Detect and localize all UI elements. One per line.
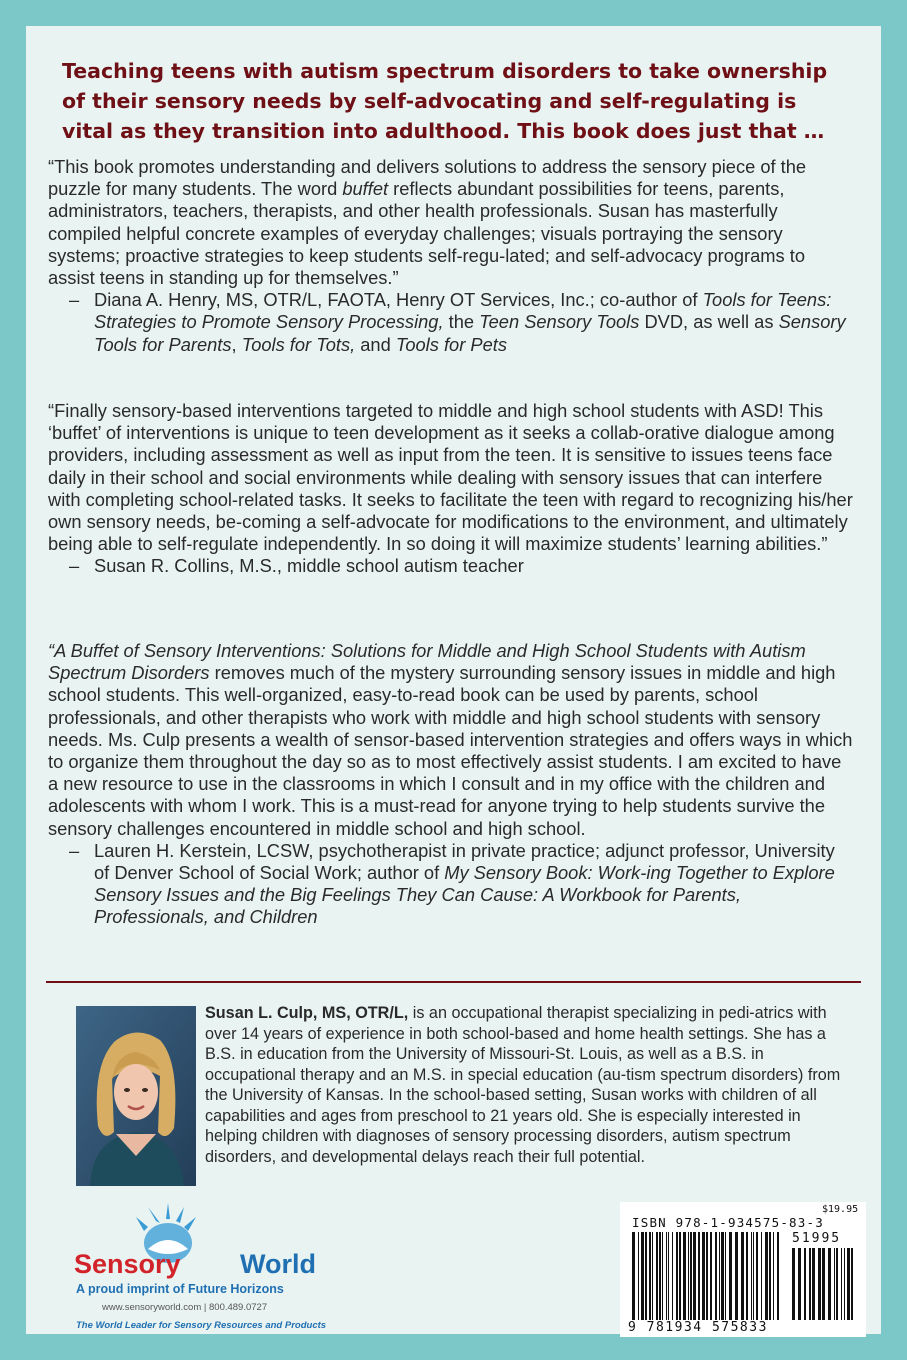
barcode-bar (756, 1232, 758, 1320)
author-name: Susan L. Culp, MS, OTR/L, (205, 1004, 409, 1022)
barcode-bar (679, 1232, 681, 1320)
quote-emphasis: buffet (342, 178, 389, 200)
barcode-bar (729, 1232, 732, 1320)
attribution-dash: – (69, 555, 80, 577)
barcode-bar (719, 1232, 720, 1320)
logo-tagline-text: The World Leader for Sensory Resources and Products (76, 1320, 327, 1331)
barcode-bar (809, 1248, 811, 1320)
book-title: “A Buffet of Sensory Interventions: Solutions for Middle and High School Students with Autism Spectrum Disorders (48, 640, 806, 684)
logo-sensory-text: Sensory (74, 1249, 181, 1279)
logo-contact-text: www.sensoryworld.com | 800.489.0727 (102, 1302, 268, 1313)
endorsement-kerstein (48, 640, 853, 929)
barcode-bar (828, 1248, 831, 1320)
barcode-bar (844, 1248, 845, 1320)
attribution-dash: – (69, 289, 80, 311)
endorsement-henry (48, 156, 853, 356)
barcode-bar (676, 1232, 678, 1320)
barcode-bar (702, 1232, 705, 1320)
barcode-bar (753, 1232, 754, 1320)
quote-text: “This book promotes understanding and delivers solutions to address the sensory piece of the puzzle for many students. The word (48, 156, 807, 200)
bio-text: is an occupational therapist specializing in pedi-atrics with over 14 years of experience in both school-based and home health settings. She has a B.S. in education from the University of Missouri-St. Louis, as well as a B.S. in occupational therapy and an M.S. in special education (au-tism spectrum disorders) from the University of Kansas. In the school-based setting, Susan works with children of all capabilities and ages from preschool to 21 years old. She is especially interested in helping children with diagnoses of sensory processing disorders, autism spectrum disorders, and developmental delays reach their full potential. (205, 1004, 841, 1166)
barcode-bar (741, 1232, 744, 1320)
sensory-world-logo (48, 1201, 338, 1331)
barcode-bar (769, 1232, 771, 1320)
attribution-dash: – (69, 839, 80, 861)
barcode-bar (725, 1232, 726, 1320)
barcode-bar (735, 1232, 738, 1320)
barcode-bar (656, 1232, 658, 1320)
barcode-bar (851, 1248, 853, 1320)
quote-text: reflects abundant possibilities for teens, parents, administrators, teachers, therapists, and other health professionals. Susan has masterfully compiled helpful concrete examples of everyday challenges; visuals portraying the sensory systems; proactive strategies to keep students self-regu-lated; and self-advocacy programs to assist teens in standing up for themselves.” (48, 178, 806, 289)
barcode-bar (751, 1232, 752, 1320)
quote-attribution: – Lauren H. Kerstein, LCSW, psychotherapist in private practice; adjunct professor, University of Denver School of Social Work; author of My Sensory Book: Work-ing Together to Explore Sensory Issues and the Big Feelings They Can Cause: A Workbook for Parents, Professionals, and Children (69, 839, 835, 928)
barcode-bar (668, 1232, 669, 1320)
barcode-bar (659, 1232, 661, 1320)
barcode-bar (693, 1232, 696, 1320)
barcode-bar (822, 1248, 825, 1320)
barcode-bar (773, 1232, 774, 1320)
author-photo (76, 1006, 196, 1186)
barcode-bar (638, 1232, 639, 1320)
barcode-bar (765, 1232, 768, 1320)
logo-world-text: World (240, 1249, 316, 1279)
endorsement-collins (48, 400, 853, 578)
ean-number: 9 781934 575833 (628, 1320, 768, 1335)
author-portrait-image (76, 1006, 196, 1186)
barcode-bars (632, 1232, 782, 1320)
quote-attribution: – Susan R. Collins, M.S., middle school autism teacher (69, 555, 524, 577)
barcode-bar (746, 1232, 748, 1320)
quote-attribution: – Diana A. Henry, MS, OTR/L, FAOTA, Henry OT Services, Inc.; co-author of Tools for Teens: Strategies to Promote Sensory Processing, the Teen Sensory Tools DVD, as well as Sensory Tools for Parents, Tools for Tots, and Tools for Pets (69, 289, 846, 355)
headline: Teaching teens with autism spectrum disorders to take ownership of their sensory needs by self-advocating and self-regulating is vital as they transition into adulthood. This book does just that … (62, 59, 828, 143)
quote-text: removes much of the mystery surrounding sensory issues in middle and high school students. This well-organized, easy-to-read book can be used by parents, school professionals, and other therapists who work with middle and high school students with sensory needs. Ms. Culp presents a wealth of sensor-based intervention strategies and offers ways in which to organize them throughout the day so as to most effectively assist students. I am excited to have a new resource to use in the classrooms in which I consult and in my office with the children and adolescents with whom I work. This is a must-read for anyone trying to help students survive the sensory challenges encountered in middle school and high school. (48, 662, 853, 839)
section-divider (46, 981, 861, 983)
barcode-bar (798, 1248, 801, 1320)
back-cover (26, 26, 881, 1334)
isbn-label: ISBN 978-1-934575-83-3 (632, 1215, 824, 1230)
logo-imprint-text: A proud imprint of Future Horizons (76, 1282, 284, 1296)
barcode-bar (706, 1232, 708, 1320)
barcode-bar (812, 1248, 815, 1320)
publisher-logo (48, 1201, 338, 1331)
price-label: $19.95 (822, 1204, 859, 1215)
barcode-bar (804, 1248, 806, 1320)
barcode-bar (652, 1232, 653, 1320)
barcode-addon-number: 51995 (792, 1231, 842, 1246)
barcode-bar (683, 1232, 686, 1320)
barcode-bar (641, 1232, 644, 1320)
barcode-bar (645, 1232, 647, 1320)
barcode-bar (761, 1232, 762, 1320)
barcode-bar (662, 1232, 663, 1320)
barcode-bar (632, 1232, 635, 1320)
barcode-bar (834, 1248, 835, 1320)
barcode-bar (666, 1232, 667, 1320)
barcode-panel (620, 1202, 866, 1337)
barcode-bar (710, 1232, 712, 1320)
barcode-bar (688, 1232, 689, 1320)
barcode-bar (698, 1232, 700, 1320)
barcode-bar (777, 1232, 779, 1320)
barcode-bar (721, 1232, 724, 1320)
barcode-bar (818, 1248, 821, 1320)
barcode-bar (715, 1232, 717, 1320)
barcode-bar (847, 1248, 850, 1320)
quote-text: “Finally sensory-based interventions targeted to middle and high school students with ASD! This ‘buffet’ of interventions is unique to teen development as it seeks a collab-orative dialogue among providers, including assessment as well as input from the teen. It is sensitive to issues teens face daily in their school and social environments while dealing with sensory issues that can interfere with completing school-related tasks. It seeks to facilitate the teen with regard to recognizing his/her own sensory needs, be-coming a self-advocate for modifications to the environment, and ultimately being able to self-regulate independently. In so doing it will maximize students’ learning abilities.” (48, 400, 853, 555)
barcode-bar (690, 1232, 692, 1320)
barcode-bar (841, 1248, 842, 1320)
barcode-bar (649, 1232, 651, 1320)
barcode-bar (792, 1248, 795, 1320)
barcode-bar (672, 1232, 673, 1320)
barcode-bar (836, 1248, 838, 1320)
barcode-addon-bars (792, 1248, 856, 1320)
